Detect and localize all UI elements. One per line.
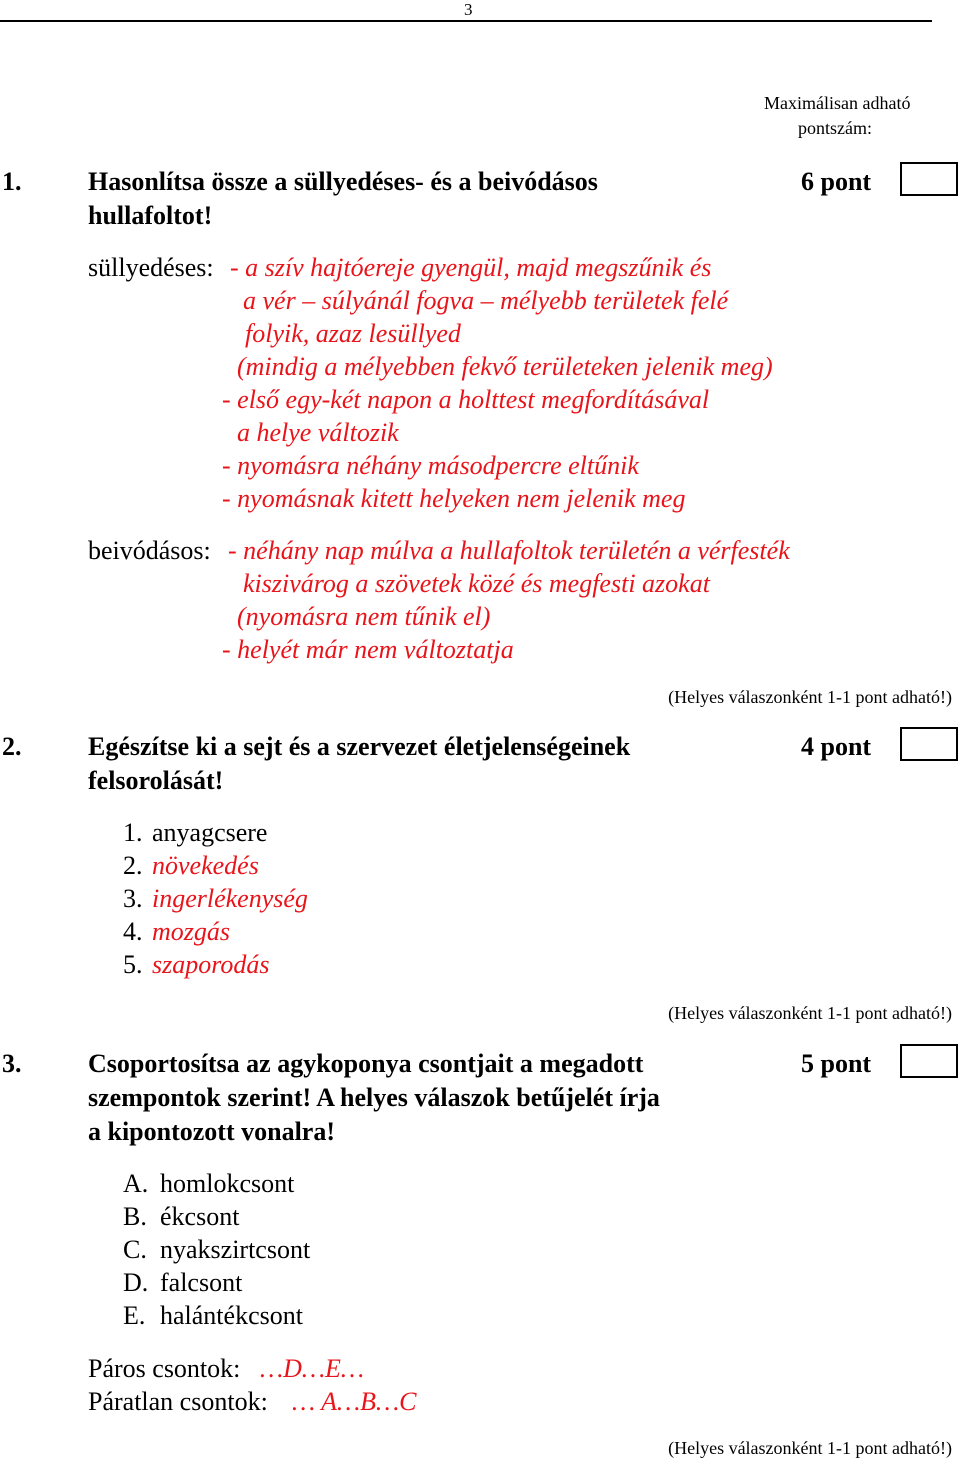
q1-beivodasos-line: kiszivárog a szövetek közé és megfesti azokat — [243, 569, 710, 598]
q1-sullyedeses-line: a helye változik — [237, 418, 399, 447]
q3-paros-answer[interactable]: …D…E… — [260, 1354, 365, 1383]
q3-title-line2: szempontok szerint! A helyes válaszok betűjelét írja — [88, 1083, 660, 1112]
q1-sullyedeses-line: (mindig a mélyebben fekvő területeken jelenik meg) — [237, 352, 773, 381]
q3-option-text: ékcsont — [160, 1202, 240, 1231]
q2-item-number: 4. — [123, 917, 143, 946]
q3-option-text: halántékcsont — [160, 1301, 303, 1330]
max-points-label-line1: Maximálisan adható — [764, 93, 911, 113]
q2-item-number: 3. — [123, 884, 143, 913]
q2-number: 2. — [2, 732, 22, 761]
q3-option-letter: C. — [123, 1235, 147, 1264]
q2-title-line2: felsorolását! — [88, 766, 224, 795]
page-number: 3 — [464, 0, 473, 19]
q2-item-answer: mozgás — [152, 917, 231, 946]
q2-item-answer: anyagcsere — [152, 818, 268, 847]
q3-option-letter: A. — [123, 1169, 149, 1198]
q2-item-answer: szaporodás — [152, 950, 270, 979]
q1-beivodasos-line: (nyomásra nem tűnik el) — [237, 602, 491, 631]
q3-option-letter: E. — [123, 1301, 146, 1330]
q3-paros-label: Páros csontok: — [88, 1354, 241, 1383]
q1-sullyedeses-line: folyik, azaz lesüllyed — [245, 319, 461, 348]
q1-beivodasos-label: beivódásos: — [88, 536, 211, 565]
q2-title-line1: Egészítse ki a sejt és a szervezet életjelenségeinek — [88, 732, 631, 761]
q3-scoring-note: (Helyes válaszonként 1-1 pont adható!) — [668, 1438, 952, 1458]
q3-option-text: homlokcsont — [160, 1169, 295, 1198]
q1-sullyedeses-line: a vér – súlyánál fogva – mélyebb területek felé — [243, 286, 729, 315]
max-points-label-line2: pontszám: — [798, 118, 872, 138]
q1-points: 6 pont — [801, 167, 872, 196]
q1-title-line1: Hasonlítsa össze a süllyedéses- és a beivódásos — [88, 167, 598, 196]
q3-option-letter: B. — [123, 1202, 147, 1231]
q3-option-text: falcsont — [160, 1268, 243, 1297]
q1-sullyedeses-line: - első egy-két napon a holttest megfordításával — [222, 385, 710, 414]
q2-item-answer: növekedés — [152, 851, 259, 880]
q2-item-number: 2. — [123, 851, 143, 880]
q1-beivodasos-line: - néhány nap múlva a hullafoltok területén a vérfesték — [228, 536, 790, 565]
q2-scoring-note: (Helyes válaszonként 1-1 pont adható!) — [668, 1003, 952, 1023]
q1-beivodasos-line: - helyét már nem változtatja — [222, 635, 514, 664]
q2-item-answer: ingerlékenység — [152, 884, 308, 913]
q1-sullyedeses-line: - nyomásra néhány másodpercre eltűnik — [222, 451, 639, 480]
header-rule — [0, 20, 932, 22]
q3-paratlan-label: Páratlan csontok: — [88, 1387, 268, 1416]
q3-option-text: nyakszirtcsont — [160, 1235, 311, 1264]
q1-title-line2: hullafoltot! — [88, 201, 213, 230]
q1-number: 1. — [2, 167, 22, 196]
q2-item-number: 1. — [123, 818, 143, 847]
q3-number: 3. — [2, 1049, 22, 1078]
q1-score-box[interactable] — [900, 162, 958, 196]
q1-sullyedeses-line: - a szív hajtóereje gyengül, majd megszűnik és — [230, 253, 712, 282]
q3-score-box[interactable] — [900, 1044, 958, 1078]
q2-score-box[interactable] — [900, 727, 958, 761]
q2-item-number: 5. — [123, 950, 143, 979]
q1-sullyedeses-label: süllyedéses: — [88, 253, 214, 282]
q3-points: 5 pont — [801, 1049, 872, 1078]
q3-paratlan-answer[interactable]: … A…B…C — [292, 1387, 417, 1416]
q3-option-letter: D. — [123, 1268, 149, 1297]
q3-title-line3: a kipontozott vonalra! — [88, 1117, 335, 1146]
q1-sullyedeses-line: - nyomásnak kitett helyeken nem jelenik meg — [222, 484, 686, 513]
q3-title-line1: Csoportosítsa az agykoponya csontjait a megadott — [88, 1049, 644, 1078]
q1-scoring-note: (Helyes válaszonként 1-1 pont adható!) — [668, 687, 952, 707]
q2-points: 4 pont — [801, 732, 872, 761]
